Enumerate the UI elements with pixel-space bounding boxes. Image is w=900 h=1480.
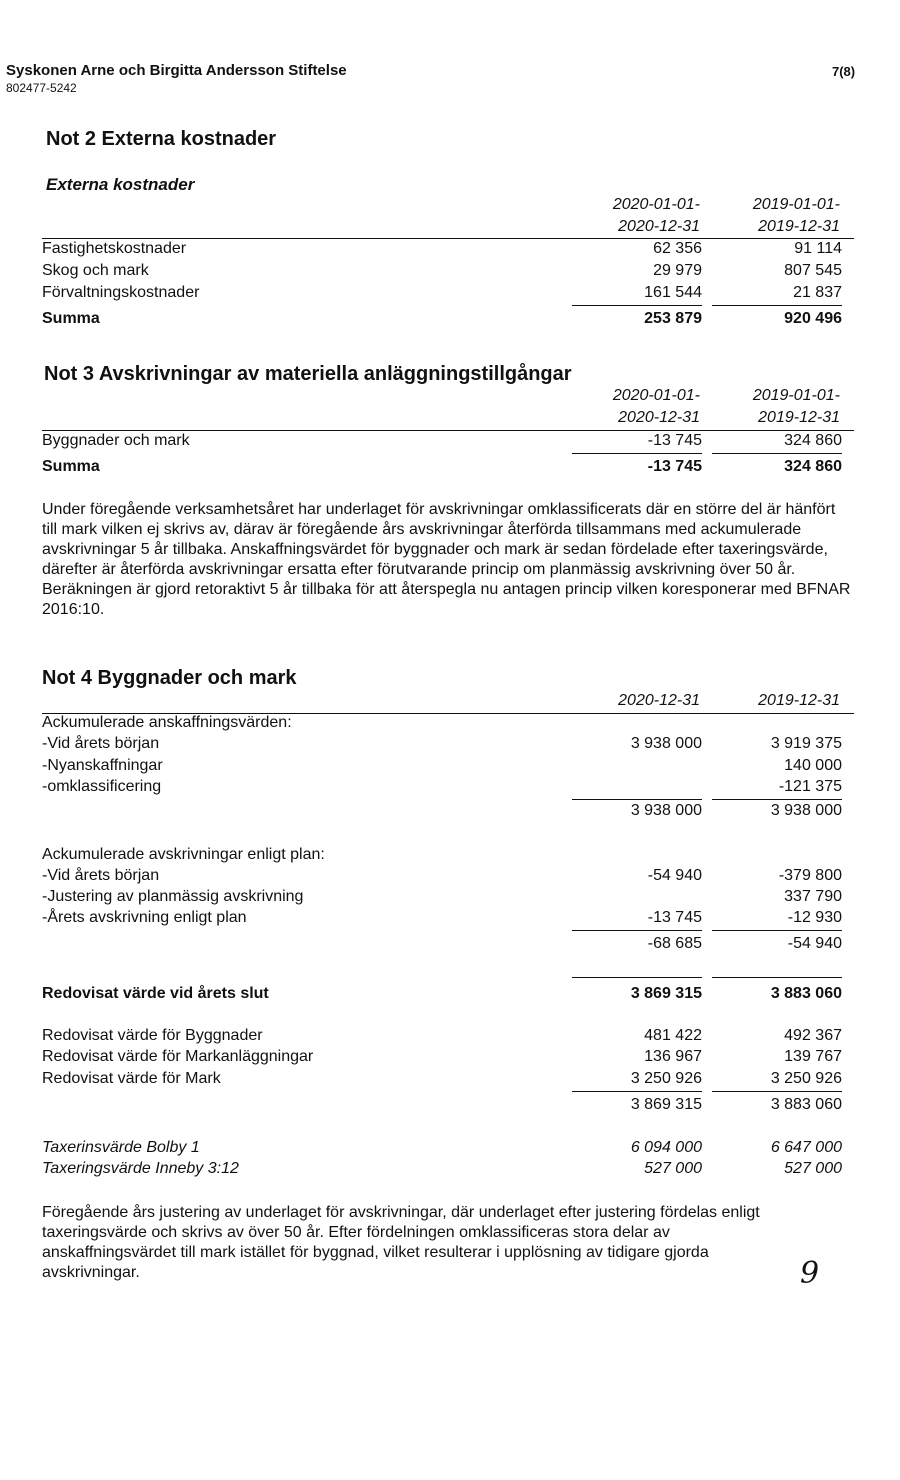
sum-rule [572,453,702,454]
sum-2020: 253 879 [644,310,702,327]
value-2019: 807 545 [784,262,842,279]
table-row [42,284,842,305]
dep-total-2020: -68 685 [647,935,702,952]
note2-col2-head-line1: 2019-01-01- [752,196,840,213]
value-2020: -13 745 [647,432,702,449]
total-rule [572,977,702,978]
row-label: Redovisat värde för Mark [42,1070,221,1087]
note2-subtitle: Externa kostnader [46,175,195,194]
value-2019: 492 367 [784,1027,842,1044]
section-heading [42,846,842,867]
organization-number: 802477-5242 [6,81,77,95]
note2-col1-head-line1: 2020-01-01- [612,196,700,213]
note3-title: Not 3 Avskrivningar av materiella anläggningstillgångar [44,363,572,385]
value-2019: -121 375 [778,778,842,795]
value-2020: 62 356 [653,240,702,257]
value-2019: 139 767 [784,1048,842,1065]
table-row [42,888,842,909]
value-2019: 324 860 [784,432,842,449]
table-row [42,909,842,930]
value-2019: 527 000 [784,1160,842,1177]
subtotal-row [42,1096,842,1117]
row-label: Byggnader och mark [42,432,190,449]
book-value-row [42,985,842,1006]
row-label: -omklassificering [42,778,162,795]
value-2020: 136 967 [644,1048,702,1065]
value-2020: 527 000 [644,1160,702,1177]
book-value-label: Redovisat värde vid årets slut [42,985,269,1002]
subtotal-row [42,935,842,956]
note4-title: Not 4 Byggnader och mark [42,667,297,689]
sum-2019: 920 496 [784,310,842,327]
note4-col1-head: 2020-12-31 [618,692,700,709]
subtotal-rule [572,799,702,800]
row-label: -Årets avskrivning enligt plan [42,909,247,926]
row-label: Redovisat värde för Byggnader [42,1027,263,1044]
sum-rule [712,453,842,454]
table-row [42,1048,842,1069]
row-label: -Nyanskaffningar [42,757,163,774]
dep-heading: Ackumulerade avskrivningar enligt plan: [42,846,325,863]
note4-paragraph: Föregående års justering av underlaget för avskrivningar, där underlaget efter justering fördelas enligt taxeringsvärde och skrivs av över 50 år. Efter fördelningen omklassificeras stora delar av anskaffningsvärdet till mark istället för byggnad, vilket resulterar i upplösning av tidigare gjorda avskrivningar. [42,1204,760,1281]
row-label: Taxeringsvärde Inneby 3:12 [42,1160,239,1177]
note2-title: Not 2 Externa kostnader [46,128,277,150]
sum-row [42,458,842,479]
subtotal-rule [712,799,842,800]
table-row [42,1070,842,1091]
subtotal-rule [712,930,842,931]
row-label: -Vid årets början [42,735,160,752]
value-2020: 161 544 [644,284,702,301]
value-2020: 3 938 000 [630,735,702,752]
table-row [42,867,842,888]
table-row [42,262,842,283]
acq-total-2020: 3 938 000 [630,802,702,819]
note3-col2-head-line2: 2019-12-31 [758,409,840,426]
note3-col2-head-line1: 2019-01-01- [752,387,840,404]
table-row [42,1027,842,1048]
value-2019: -12 930 [787,909,842,926]
subtotal-rule [572,1091,702,1092]
table-row [42,735,842,756]
value-2019: 91 114 [794,240,842,257]
row-label: Skog och mark [42,262,149,279]
row-label: Förvaltningskostnader [42,284,200,301]
note3-col1-head-line1: 2020-01-01- [612,387,700,404]
note2-col1-head-line2: 2020-12-31 [618,218,700,235]
section-heading [42,714,842,735]
table-row [42,1139,842,1160]
note2-header-rule [42,238,854,239]
book-value-2020: 3 869 315 [630,985,702,1002]
sum-label: Summa [42,310,100,327]
row-label: Redovisat värde för Markanläggningar [42,1048,314,1065]
subtotal-rule [712,1091,842,1092]
acq-total-2019: 3 938 000 [770,802,842,819]
subtotal-rule [572,930,702,931]
table-row [42,240,842,261]
split-total-2020: 3 869 315 [630,1096,702,1113]
sum-2019: 324 860 [784,458,842,475]
sum-rule [712,305,842,306]
dep-total-2019: -54 940 [787,935,842,952]
book-value-2019: 3 883 060 [770,985,842,1002]
value-2019: -379 800 [778,867,842,884]
row-label: -Vid årets början [42,867,160,884]
table-row [42,432,842,453]
table-row [42,1160,842,1181]
value-2019: 140 000 [784,757,842,774]
sum-row [42,310,842,331]
value-2020: 3 250 926 [630,1070,702,1087]
sum-2020: -13 745 [647,458,702,475]
note2-col2-head-line2: 2019-12-31 [758,218,840,235]
row-label: -Justering av planmässig avskrivning [42,888,304,905]
note4-col2-head: 2019-12-31 [758,692,840,709]
handwritten-page-mark: 9 [800,1256,820,1291]
row-label: Fastighetskostnader [42,240,187,257]
value-2019: 3 919 375 [770,735,842,752]
note3-header-rule [42,430,854,431]
sum-label: Summa [42,458,100,475]
sum-rule [572,305,702,306]
value-2020: -54 940 [647,867,702,884]
note3-col1-head-line2: 2020-12-31 [618,409,700,426]
value-2019: 6 647 000 [770,1139,842,1156]
table-row [42,757,842,778]
note3-paragraph: Under föregående verksamhetsåret har underlaget för avskrivningar omklassificerats där en större del är hänfört till mark vilken ej skrivs av, därav är föregående års avskrivningar återförda tillsammans med ackumulerade avskrivningar 5 år tillbaka. Anskaffningsvärdet för byggnader och mark är sedan fördelade efter taxeringsvärde, därefter är återförda avskrivningar ersatta efter förutvarande princip om planmässig avskrivning över 50 år. Beräkningen är gjord retoraktivt 5 år tillbaka för att återspegla nu antagen princip vilken koresponerar med BFNAR 2016:10. [42,501,851,618]
value-2020: 6 094 000 [630,1139,702,1156]
value-2020: 29 979 [653,262,702,279]
table-row [42,778,842,799]
page-number: 7(8) [832,64,856,79]
subtotal-row [42,802,842,823]
value-2019: 337 790 [784,888,842,905]
value-2019: 21 837 [793,284,842,301]
acq-heading: Ackumulerade anskaffningsvärden: [42,714,292,731]
total-rule [712,977,842,978]
row-label: Taxerinsvärde Bolby 1 [42,1139,200,1156]
split-total-2019: 3 883 060 [770,1096,842,1113]
value-2019: 3 250 926 [770,1070,842,1087]
value-2020: -13 745 [647,909,702,926]
value-2020: 481 422 [644,1027,702,1044]
organization-name: Syskonen Arne och Birgitta Andersson Stiftelse [6,62,347,79]
